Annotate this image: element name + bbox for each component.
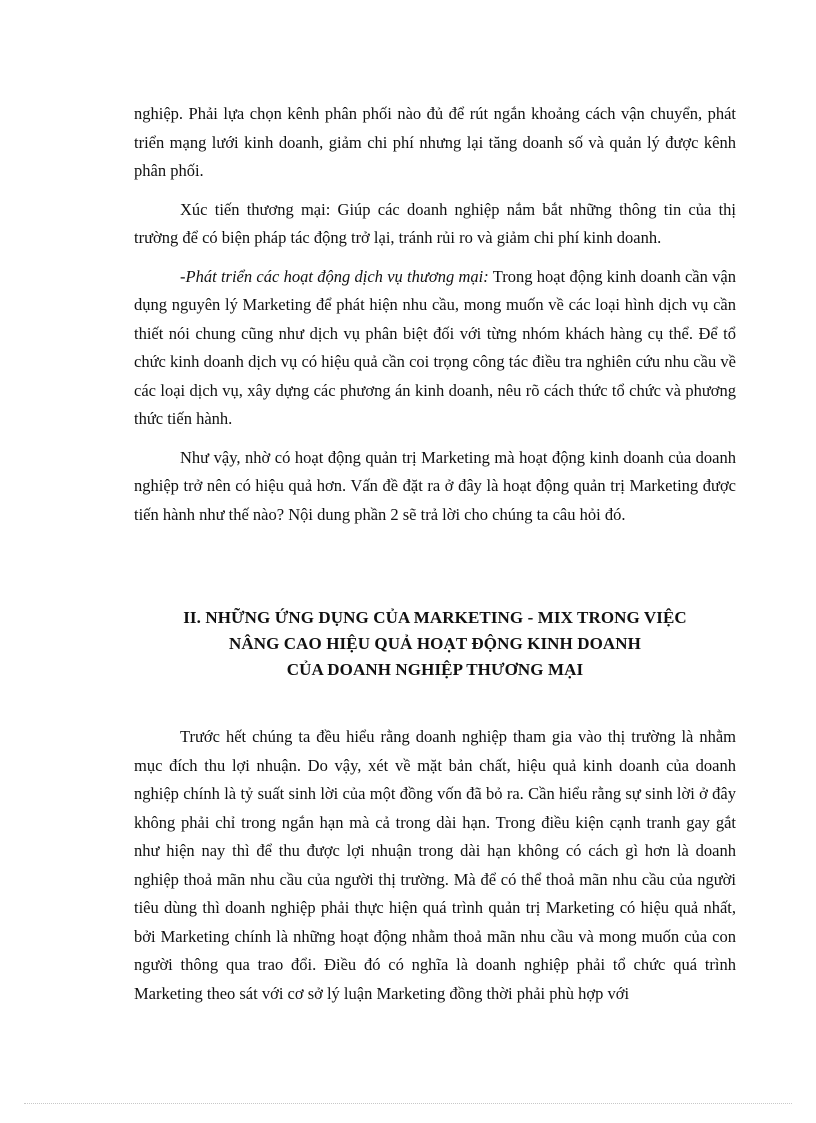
paragraph-body-text: Trong hoạt động kinh doanh cần vận dụng nguyên lý Marketing để phát hiện nhu cầu, mong muốn về các loại hình dịch vụ cần thiết nói chung cũng như dịch vụ phân biệt đối với từng nhóm khách hàng cụ thể. Để tổ chức kinh doanh dịch vụ có hiệu quả cần coi trọng công tác điều tra nghiên cứu nhu cầu về các loại dịch vụ, xây dựng các phương án kinh doanh, nêu rõ cách thức tổ chức và phương thức tiến hành. [134,266,736,428]
paragraph-trade-services [134,263,736,434]
section-heading-line-1: II. NHỮNG ỨNG DỤNG CỦA MARKETING - MIX TRONG VIỆC [183,608,687,627]
section-heading-line-2: NÂNG CAO HIỆU QUẢ HOẠT ĐỘNG KINH DOANH [229,634,641,653]
paragraph-summary: Như vậy, nhờ có hoạt động quản trị Marketing mà hoạt động kinh doanh của doanh nghiệp trở nên có hiệu quả hơn. Vấn đề đặt ra ở đây là hoạt động quản trị Marketing được tiến hành như thế nào? Nội dung phần 2 sẽ trả lời cho chúng ta câu hỏi đó. [134,447,736,524]
paragraph-distribution: nghiệp. Phải lựa chọn kênh phân phối nào đủ để rút ngắn khoảng cách vận chuyển, phát triển mạng lưới kinh doanh, giảm chi phí nhưng lại tăng doanh số và quản lý được kênh phân phối. [134,104,736,180]
section-heading [134,605,736,683]
page-bottom-divider [24,1103,792,1104]
document-page [134,100,736,1008]
paragraph-trade-promotion: Xúc tiến thương mại: Giúp các doanh nghiệp nắm bắt những thông tin của thị trường để có biện pháp tác động trở lại, tránh rủi ro và giảm chi phí kinh doanh. [134,199,736,247]
paragraph-lead-italic: -Phát triển các hoạt động dịch vụ thương mại: [180,266,489,286]
section-heading-line-3: CỦA DOANH NGHIỆP THƯƠNG MẠI [286,660,584,679]
paragraph-profit: Trước hết chúng ta đều hiểu rằng doanh nghiệp tham gia vào thị trường là nhằm mục đích thu lợi nhuận. Do vậy, xét về mặt bản chất, hiệu quả kinh doanh của doanh nghiệp chính là tỷ suất sinh lời của một đồng vốn đã bỏ ra. Cần hiểu rằng sự sinh lời ở đây không phải chỉ trong ngắn hạn mà cả trong dài hạn. Trong điều kiện cạnh tranh gay gắt như hiện nay thì để thu được lợi nhuận trong dài hạn không có cách gì hơn là doanh nghiệp thoả mãn nhu cầu của người thị trường. Mà để có thể thoả mãn nhu cầu của người tiêu dùng thì doanh nghiệp phải thực hiện quá trình quản trị Marketing có hiệu quả nhất, bởi Marketing chính là những hoạt động nhằm thoả mãn nhu cầu và mong muốn của con người thông qua trao đổi. Điều đó có nghĩa là doanh nghiệp phải tổ chức quá trình Marketing theo sát với cơ sở lý luận Marketing đồng thời phải phù hợp với [134,727,736,1003]
